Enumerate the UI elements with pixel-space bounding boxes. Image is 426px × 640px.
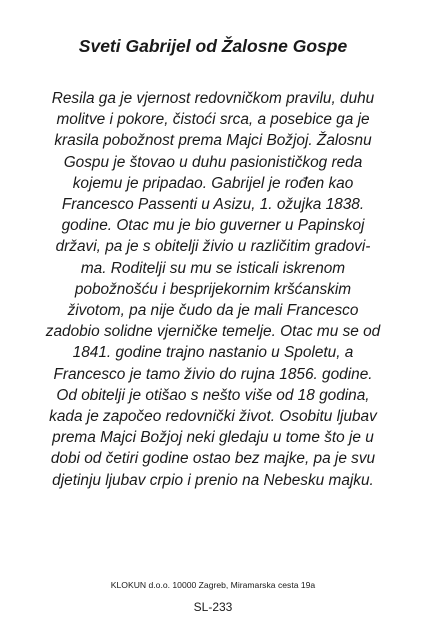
biography-line: prema Majci Božjoj neki gledaju u tome što je u bbox=[52, 429, 374, 447]
biography-line: Francesco Passenti u Asizu, 1. ožujka 1838. bbox=[61, 196, 365, 214]
biography-line: djetinju ljubav crpio i prenio na Nebesku majku. bbox=[52, 471, 374, 489]
card-title: Sveti Gabrijel od Žalosne Gospe bbox=[78, 36, 348, 56]
biography-line: Francesco je tamo živio do rujna 1856. godine. bbox=[53, 365, 373, 383]
biography-line: Gospu je štovao u duhu pasionističkog reda bbox=[63, 153, 363, 171]
biography-line: Od obitelji je otišao s nešto više od 18 godina, bbox=[56, 386, 370, 404]
biography-line: krasila pobožnost prema Majci Božjoj. Žalosnu bbox=[54, 132, 372, 150]
biography-line: dobi od četiri godine ostao bez majke, pa je svu bbox=[50, 450, 376, 468]
biography-line: životom, pa nije čudo da je mali Francesco bbox=[67, 302, 359, 320]
biography-line: molitve i pokore, čistoći srca, a posebice ga je bbox=[56, 111, 370, 129]
biography-line: kada je započeo redovnički život. Osobitu ljubav bbox=[49, 408, 377, 426]
product-code: SL-233 bbox=[193, 600, 233, 614]
biography-line: Resila ga je vjernost redovničkom pravilu, duhu bbox=[51, 90, 375, 107]
biography-line: državi, pa je s obitelji živio u različitim gradovi- bbox=[55, 238, 371, 256]
biography-line: godine. Otac mu je bio guverner u Papinskoj bbox=[61, 217, 365, 235]
publisher-imprint: KLOKUN d.o.o. 10000 Zagreb, Miramarska cesta 19a bbox=[110, 580, 316, 590]
biography-line: kojemu je pripadao. Gabrijel je rođen kao bbox=[72, 174, 354, 192]
biography-line: zadobio solidne vjerničke temelje. Otac mu se od bbox=[45, 323, 381, 341]
biography-line: 1841. godine trajno nastanio u Spoletu, a bbox=[72, 344, 354, 362]
biography-line: pobožnošću i besprijekornim kršćanskim bbox=[74, 280, 352, 298]
biography-text bbox=[26, 88, 400, 491]
biography-line: ma. Roditelji su mu se isticali iskrenom bbox=[80, 259, 346, 277]
